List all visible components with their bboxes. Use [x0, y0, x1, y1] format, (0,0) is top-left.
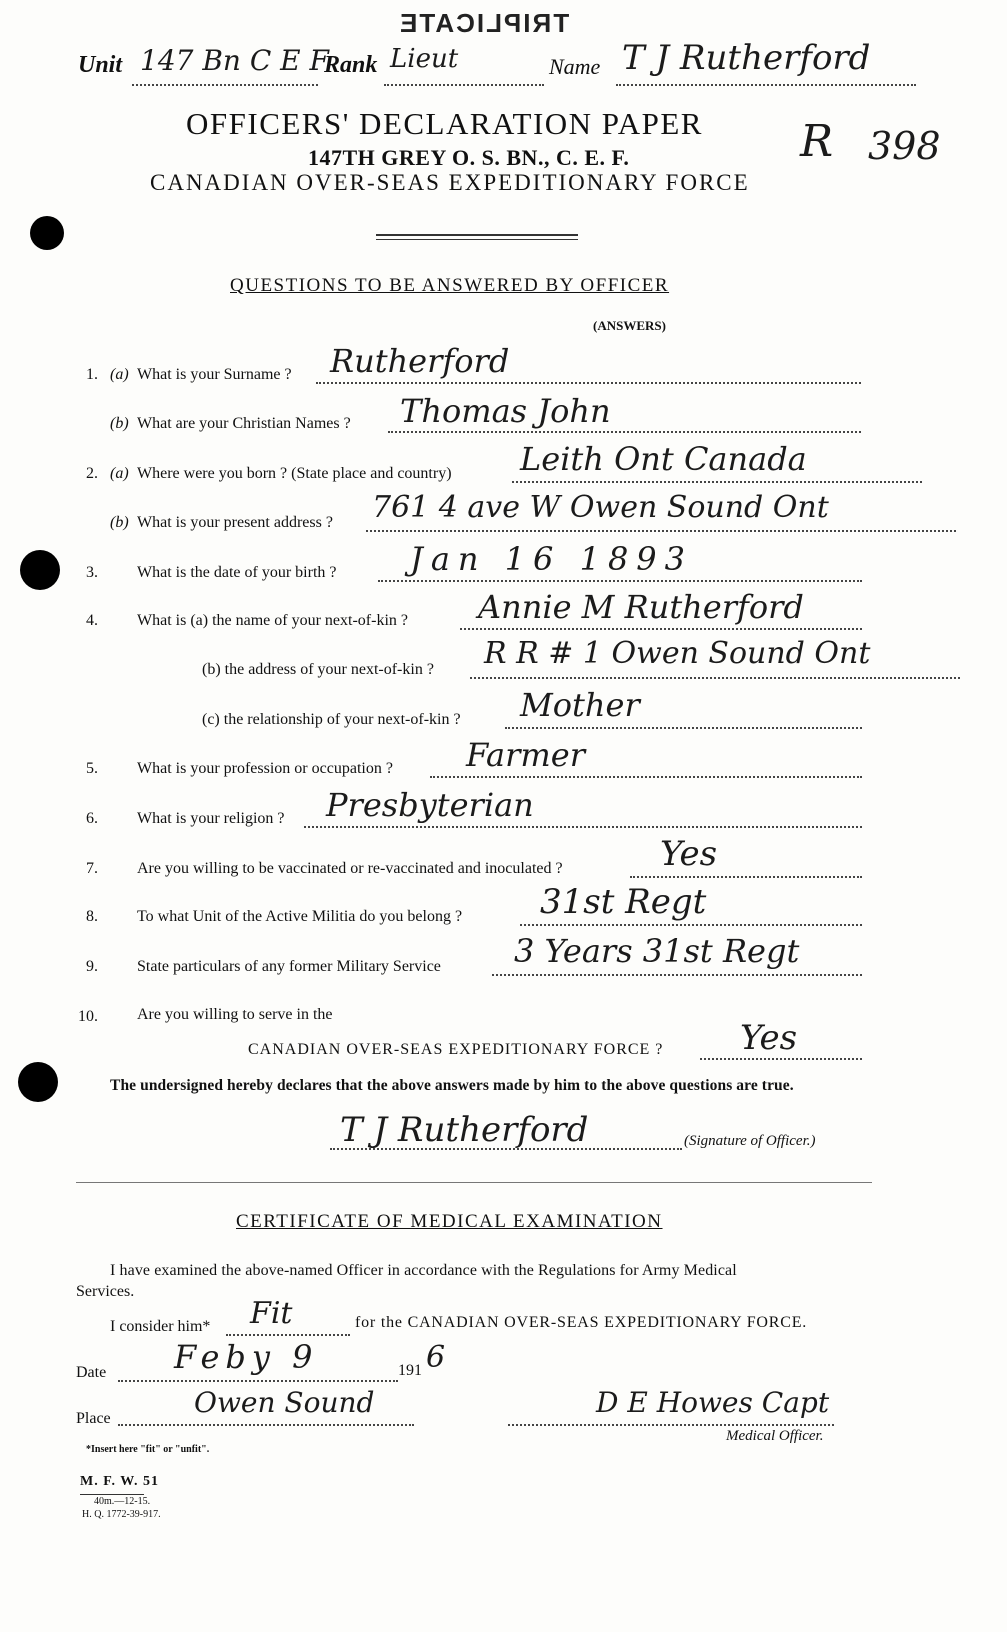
question-text: Where were you born ? (State place and country)	[137, 465, 452, 482]
answer-former-service: 3 Years 31st Regt	[514, 932, 800, 970]
triplicate-stamp: TRIPLICATE	[398, 8, 570, 38]
title-rule	[376, 239, 578, 240]
answer-line	[505, 727, 862, 729]
question-number: 5.	[86, 760, 98, 777]
form-code: M. F. W. 51	[80, 1474, 159, 1489]
place-value: Owen Sound	[194, 1386, 375, 1419]
punch-hole	[20, 550, 60, 590]
answer-line	[512, 481, 922, 483]
footnote: *Insert here "fit" or "unfit".	[86, 1444, 210, 1455]
signature-label: (Signature of Officer.)	[684, 1133, 816, 1149]
answer-line	[630, 876, 862, 878]
answer-line	[492, 974, 862, 976]
answer-line	[388, 431, 861, 433]
answer-line	[430, 776, 862, 778]
punch-hole	[30, 216, 64, 250]
question-sub: (b)	[110, 415, 129, 432]
rank-value: Lieut	[390, 44, 459, 74]
answer-line	[470, 677, 960, 679]
year-suffix: 6	[426, 1340, 446, 1375]
answer-militia-unit: 31st Regt	[540, 882, 707, 922]
answer-birthdate: Jan 16 1893	[410, 540, 694, 578]
question-number: 4.	[86, 612, 98, 629]
question-text: (b) the address of your next-of-kin ?	[202, 661, 434, 678]
date-value: Feby 9	[174, 1338, 319, 1376]
medical-line1b: Services.	[76, 1283, 135, 1300]
answer-next-of-kin-name: Annie M Rutherford	[478, 588, 804, 626]
officer-signature: T J Rutherford	[340, 1110, 589, 1150]
form-code-rule	[80, 1494, 144, 1495]
question-number: 2.	[86, 465, 98, 482]
answer-christian-names: Thomas John	[400, 392, 611, 430]
question-number: 8.	[86, 908, 98, 925]
medical-officer-signature: D E Howes Capt	[596, 1386, 830, 1419]
name-value: T J Rutherford	[622, 38, 871, 78]
question-number: 1.	[86, 366, 98, 383]
unit-value: 147 Bn C E F	[140, 44, 329, 77]
answer-line	[700, 1058, 862, 1060]
question-number: 6.	[86, 810, 98, 827]
fitness-line	[226, 1334, 350, 1336]
battalion-subtitle: 147TH GREY O. S. BN., C. E. F.	[308, 145, 630, 170]
rank-line	[384, 84, 544, 86]
unit-label: Unit	[78, 52, 123, 78]
answer-line	[378, 580, 862, 582]
year-prefix: 191	[398, 1362, 422, 1379]
questions-heading: QUESTIONS TO BE ANSWERED BY OFFICER	[230, 275, 670, 296]
medical-line1: I have examined the above-named Officer in accordance with the Regulations for Army Medical	[110, 1262, 737, 1279]
title-rule	[376, 234, 578, 236]
answer-birthplace: Leith Ont Canada	[520, 440, 807, 478]
rank-label: Rank	[324, 52, 378, 78]
signature-line	[330, 1148, 682, 1150]
answer-next-of-kin-address: R R # 1 Owen Sound Ont	[484, 636, 871, 671]
annotation-r: R	[800, 116, 834, 167]
name-label: Name	[549, 54, 601, 79]
consider-post: for the CANADIAN OVER-SEAS EXPEDITIONARY FORCE.	[355, 1314, 808, 1331]
answer-occupation: Farmer	[466, 736, 585, 774]
q10-force: CANADIAN OVER-SEAS EXPEDITIONARY FORCE ?	[248, 1041, 664, 1058]
question-text: Are you willing to be vaccinated or re-vaccinated and inoculated ?	[137, 860, 563, 877]
answer-address: 761 4 ave W Owen Sound Ont	[372, 490, 829, 525]
answer-line	[366, 530, 956, 532]
question-text: Are you willing to serve in the	[137, 1006, 333, 1023]
form-hq-ref: H. Q. 1772-39-917.	[82, 1509, 161, 1520]
question-text: What are your Christian Names ?	[137, 415, 351, 432]
answers-label: (ANSWERS)	[593, 318, 666, 333]
name-line	[616, 84, 916, 86]
answer-willing-to-serve: Yes	[740, 1018, 798, 1058]
date-line	[118, 1380, 398, 1382]
fitness-value: Fit	[250, 1296, 293, 1331]
question-text: What is your profession or occupation ?	[137, 760, 393, 777]
question-number: 10.	[78, 1008, 98, 1025]
question-number: 3.	[86, 564, 98, 581]
section-divider	[76, 1182, 872, 1183]
answer-line	[460, 628, 862, 630]
date-label: Date	[76, 1364, 107, 1381]
question-text: To what Unit of the Active Militia do you belong ?	[137, 908, 463, 925]
answer-relationship: Mother	[520, 686, 640, 724]
question-number: 9.	[86, 958, 98, 975]
unit-line	[132, 84, 318, 86]
question-sub: (b)	[110, 514, 129, 531]
medical-officer-line	[508, 1424, 834, 1426]
question-sub: (a)	[110, 366, 129, 383]
form-print-run: 40m.—12-15.	[94, 1496, 151, 1507]
question-text: What is (a) the name of your next-of-kin ?	[137, 612, 409, 629]
punch-hole	[18, 1062, 58, 1102]
place-line	[118, 1424, 414, 1426]
question-text: What is your Surname ?	[137, 366, 292, 383]
question-text: State particulars of any former Military Service	[137, 958, 441, 975]
question-sub: (a)	[110, 465, 129, 482]
answer-vaccination: Yes	[660, 834, 718, 874]
consider-pre: I consider him*	[110, 1318, 211, 1335]
medical-heading: CERTIFICATE OF MEDICAL EXAMINATION	[236, 1211, 663, 1232]
answer-surname: Rutherford	[330, 342, 510, 380]
medical-officer-label: Medical Officer.	[726, 1428, 824, 1444]
question-number: 7.	[86, 860, 98, 877]
question-text: What is your present address ?	[137, 514, 333, 531]
annotation-number: 398	[868, 124, 941, 168]
answer-religion: Presbyterian	[326, 786, 534, 824]
place-label: Place	[76, 1410, 111, 1427]
question-text: (c) the relationship of your next-of-kin ?	[202, 711, 461, 728]
question-text: What is your religion ?	[137, 810, 285, 827]
declaration-text: The undersigned hereby declares that the above answers made by him to the above questions are true.	[110, 1077, 794, 1094]
answer-line	[520, 924, 862, 926]
question-text: What is the date of your birth ?	[137, 564, 337, 581]
answer-line	[316, 382, 861, 384]
answer-line	[304, 826, 862, 828]
page-title: OFFICERS' DECLARATION PAPER	[186, 106, 703, 141]
force-title: CANADIAN OVER-SEAS EXPEDITIONARY FORCE	[150, 170, 750, 195]
